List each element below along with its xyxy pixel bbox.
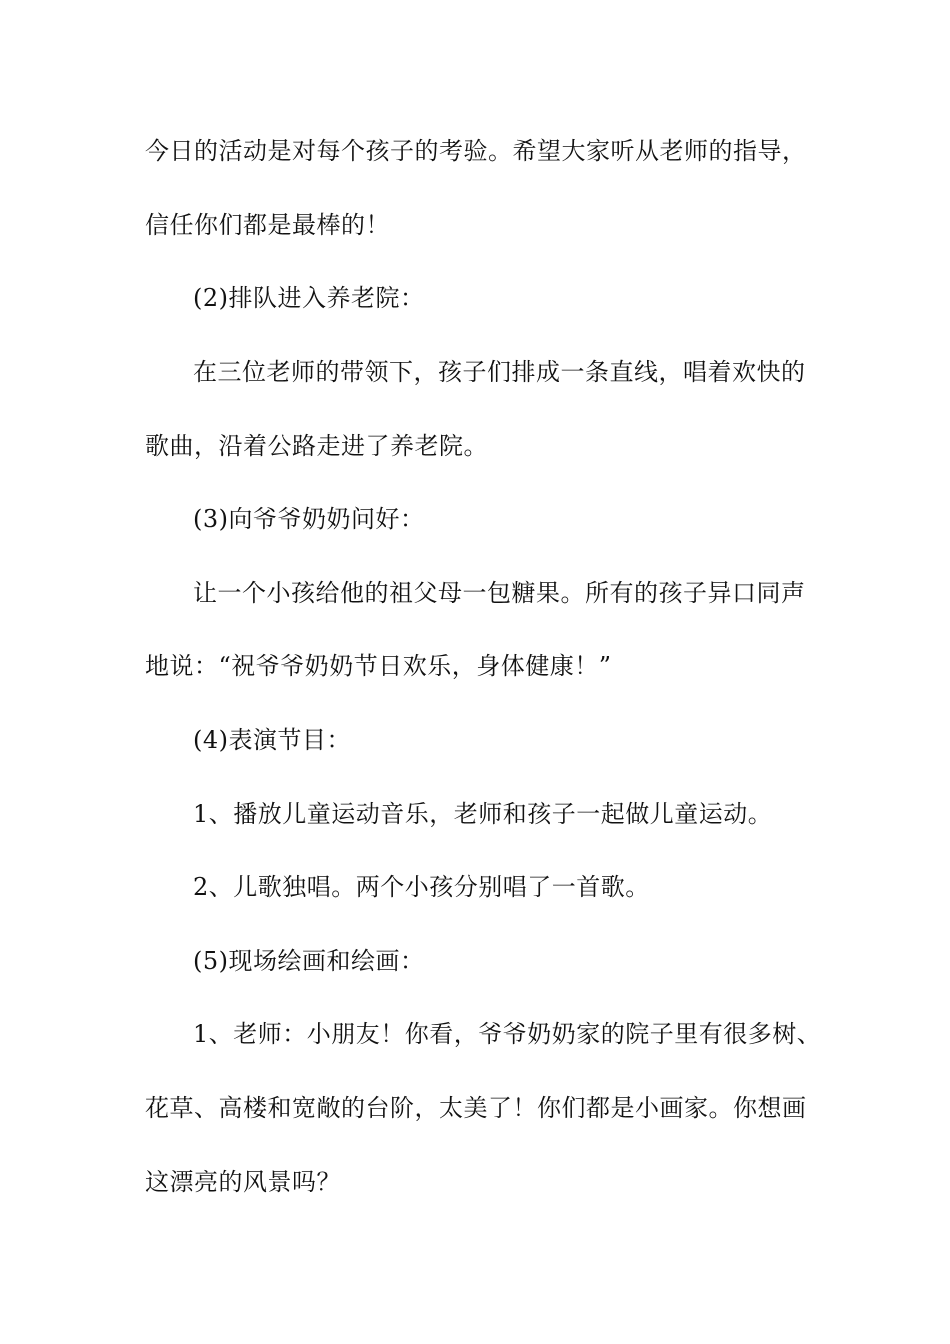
paragraph-line: 让一个小孩给他的祖父母一包糖果。所有的孩子异口同声 <box>193 579 806 607</box>
paragraph-line: 今日的活动是对每个孩子的考验。希望大家听从老师的指导， <box>145 137 807 165</box>
section-heading: (4)表演节目： <box>193 726 351 754</box>
list-item: 1、老师：小朋友！你看，爷爷奶奶家的院子里有很多树、 <box>193 1020 822 1048</box>
paragraph-line: 地说：“祝爷爷奶奶节日欢乐，身体健康！” <box>145 652 612 680</box>
paragraph-line: 这漂亮的风景吗？ <box>145 1168 341 1196</box>
paragraph-line: 信任你们都是最棒的！ <box>145 211 390 239</box>
list-item: 1、播放儿童运动音乐，老师和孩子一起做儿童运动。 <box>193 800 773 828</box>
list-item: 2、儿歌独唱。两个小孩分别唱了一首歌。 <box>193 873 650 901</box>
paragraph-line: 在三位老师的带领下，孩子们排成一条直线，唱着欢快的 <box>193 358 806 386</box>
section-heading: (5)现场绘画和绘画： <box>193 947 425 975</box>
section-heading: (2)排队进入养老院： <box>193 284 425 312</box>
paragraph-line: 歌曲，沿着公路走进了养老院。 <box>145 432 488 460</box>
section-heading: (3)向爷爷奶奶问好： <box>193 505 425 533</box>
paragraph-line: 花草、高楼和宽敞的台阶，太美了！你们都是小画家。你想画 <box>145 1094 807 1122</box>
